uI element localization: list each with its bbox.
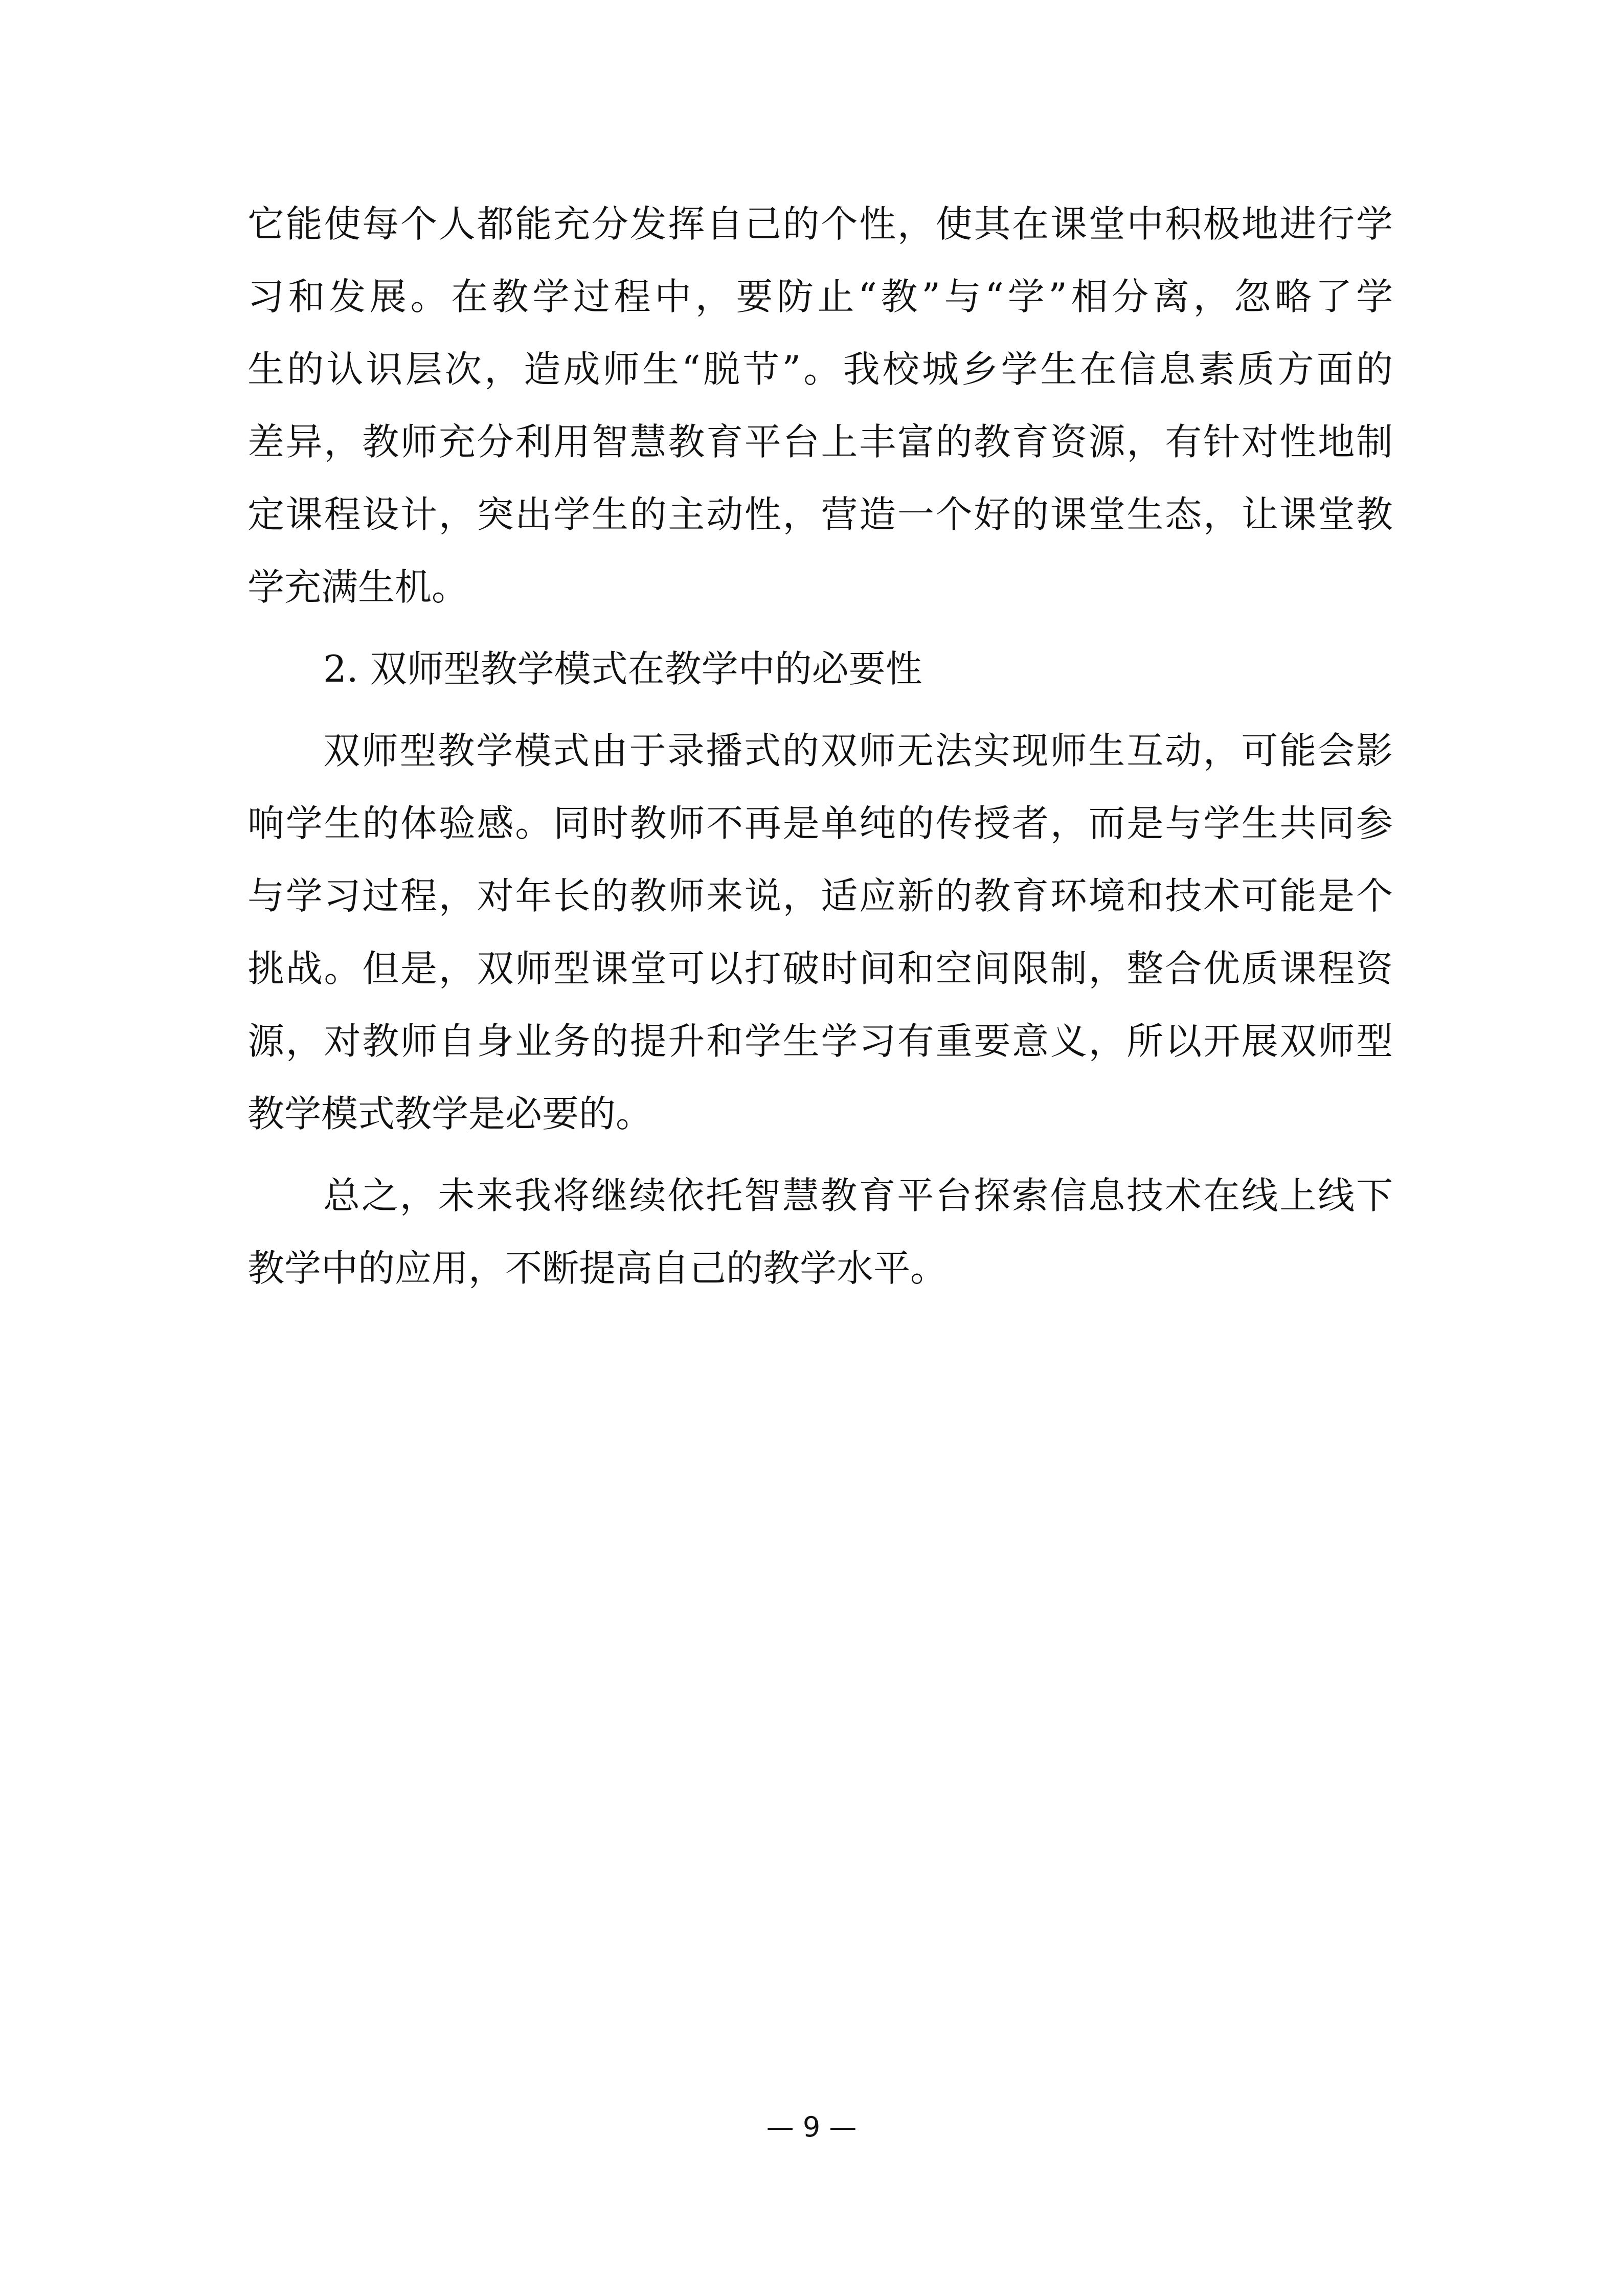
paragraph-line: 差异，教师充分利用智慧教育平台上丰富的教育资源，有针对性地制 bbox=[247, 420, 1393, 463]
page-number: — 9 — bbox=[766, 2111, 857, 2143]
paragraph-line: 定课程设计，突出学生的主动性，营造一个好的课堂生态，让课堂教 bbox=[247, 493, 1393, 536]
paragraph-line: 教学中的应用，不断提高自己的教学水平。 bbox=[247, 1247, 948, 1290]
paragraph-line: 源，对教师自身业务的提升和学生学习有重要意义，所以开展双师型 bbox=[247, 1020, 1393, 1063]
paragraph-line: 教学模式教学是必要的。 bbox=[247, 1092, 653, 1135]
paragraph-line: 响学生的体验感。同时教师不再是单纯的传授者，而是与学生共同参 bbox=[247, 802, 1393, 845]
paragraph-line: 与学习过程，对年长的教师来说，适应新的教育环境和技术可能是个 bbox=[247, 874, 1393, 917]
section-heading: 2. 双师型教学模式在教学中的必要性 bbox=[323, 647, 922, 690]
paragraph-line: 双师型教学模式由于录播式的双师无法实现师生互动，可能会影 bbox=[323, 729, 1393, 772]
paragraph-line: 习和发展。在教学过程中，要防止“教”与“学”相分离，忽略了学 bbox=[247, 275, 1393, 318]
paragraph-line: 生的认识层次，造成师生“脱节”。我校城乡学生在信息素质方面的 bbox=[247, 348, 1393, 391]
paragraph-line: 总之，未来我将继续依托智慧教育平台探索信息技术在线上线下 bbox=[323, 1174, 1393, 1217]
paragraph-line: 挑战。但是，双师型课堂可以打破时间和空间限制，整合优质课程资 bbox=[247, 947, 1393, 990]
paragraph-line: 它能使每个人都能充分发挥自己的个性，使其在课堂中积极地进行学 bbox=[247, 202, 1393, 245]
paragraph-line: 学充满生机。 bbox=[247, 566, 469, 609]
